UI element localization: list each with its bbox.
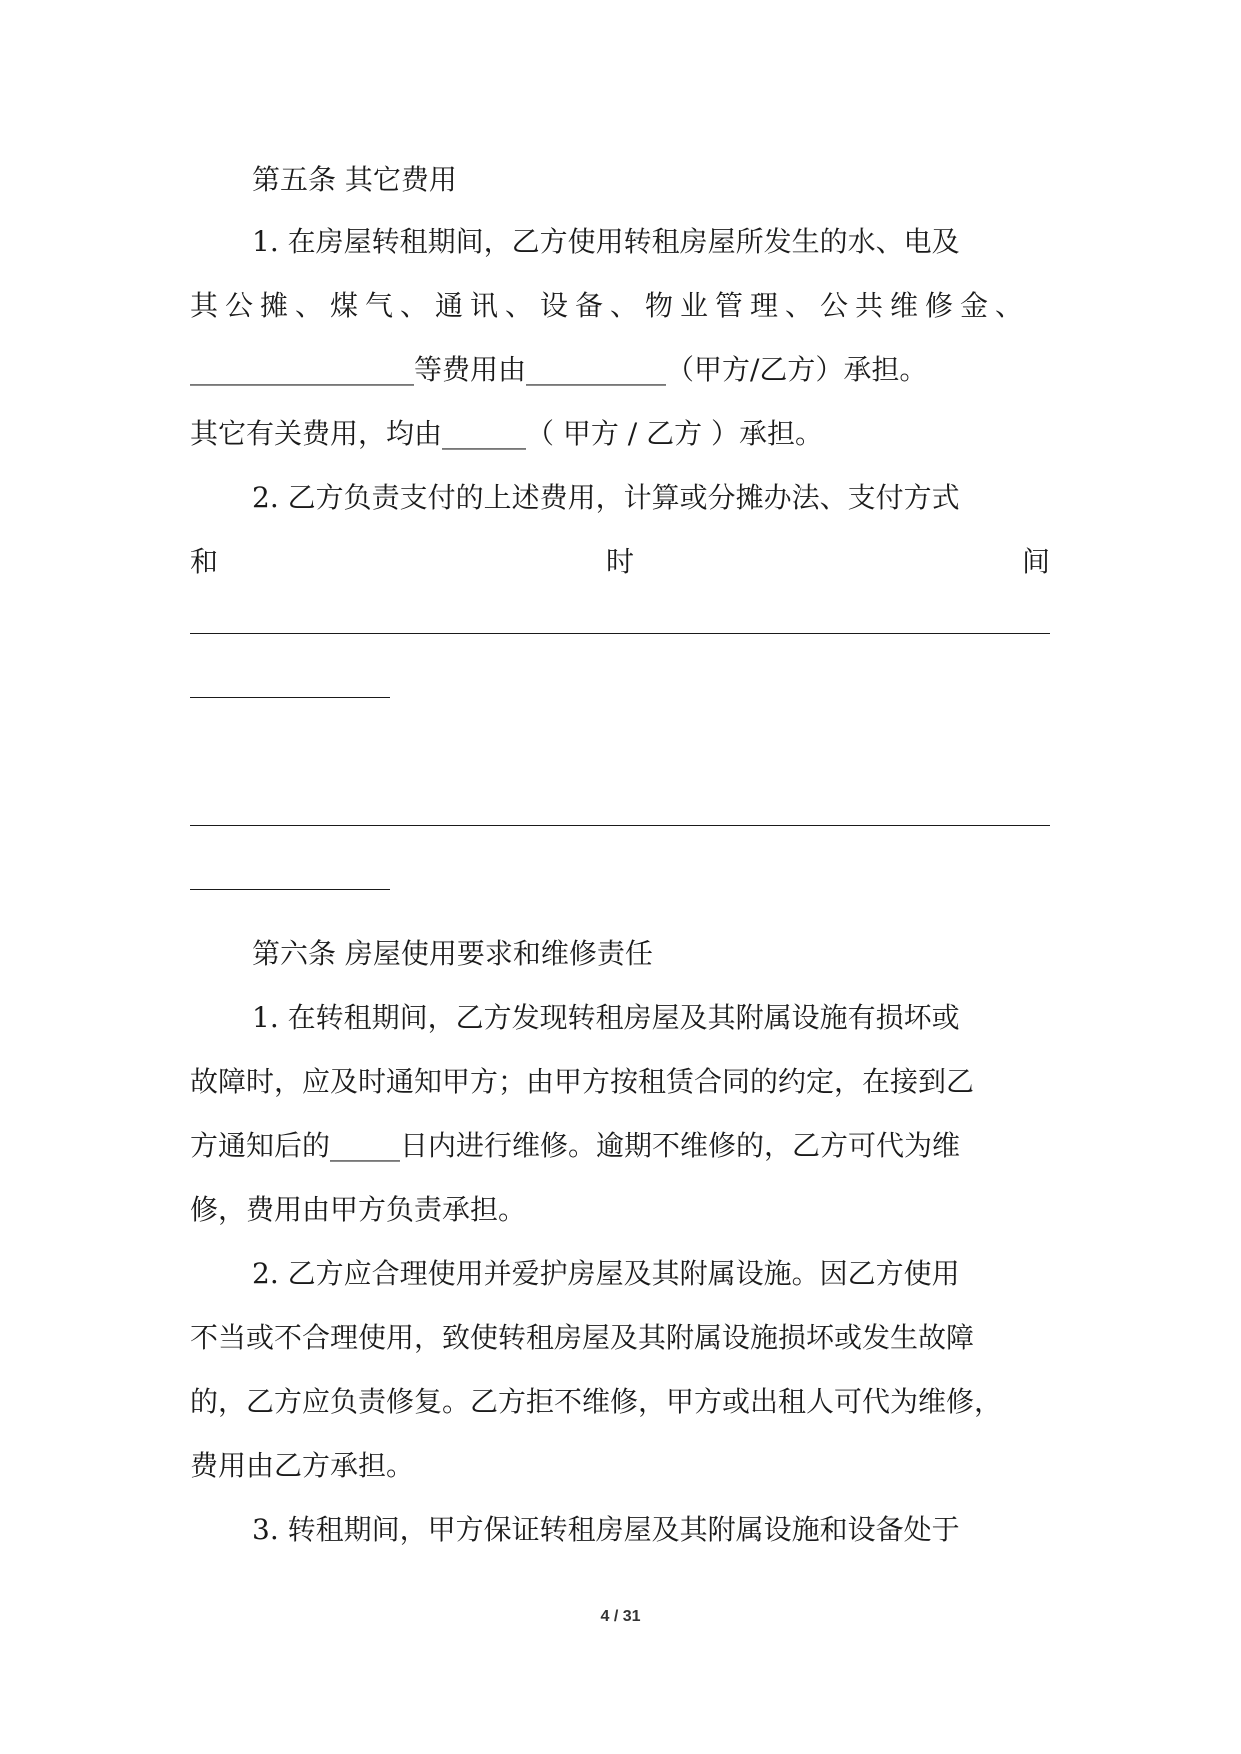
article6-heading: 第六条 房屋使用要求和维修责任 [252,937,653,970]
article5-heading: 第五条 其它费用 [252,163,457,196]
blank-rule-1 [190,633,1050,634]
article5-paragraph1-line2: 其公摊、煤气、通讯、设备、物业管理、公共维修金、 [190,289,1031,322]
article6-paragraph3-line1: 3. 转租期间，甲方保证转租房屋及其附属设施和设备处于 [252,1513,960,1546]
page-number: 4 / 31 [600,1608,641,1625]
article6-paragraph2-line3: 的，乙方应负责修复。乙方拒不维修，甲方或出租人可代为维修， [190,1385,1003,1418]
article6-paragraph1-line3: 方通知后的_____日内进行维修。逾期不维修的，乙方可代为维 [190,1129,961,1162]
article6-paragraph1-line1: 1. 在转租期间，乙方发现转租房屋及其附属设施有损坏或 [252,1001,960,1034]
article5-paragraph2-line1: 2. 乙方负责支付的上述费用，计算或分摊办法、支付方式 [252,481,960,514]
word-shi: 时 [605,545,634,578]
article6-paragraph1-line2: 故障时，应及时通知甲方；由甲方按租赁合同的约定，在接到乙 [190,1065,975,1098]
article6-paragraph2-line2: 不当或不合理使用，致使转租房屋及其附属设施损坏或发生故障 [190,1321,975,1354]
word-jian: 间 [1021,545,1050,578]
article6-paragraph2-line4: 费用由乙方承担。 [190,1449,415,1482]
word-he: 和 [190,545,219,578]
blank-rule-4 [190,889,390,890]
article5-paragraph2-line2 [190,542,1050,582]
article6-paragraph2-line1: 2. 乙方应合理使用并爱护房屋及其附属设施。因乙方使用 [252,1257,960,1290]
blank-rule-3 [190,825,1050,826]
article5-paragraph1-line1: 1. 在房屋转租期间，乙方使用转租房屋所发生的水、电及 [252,225,960,258]
article5-paragraph1-line3: ________________等费用由__________（甲方/乙方）承担。 [190,353,928,386]
article6-paragraph1-line4: 修，费用由甲方负责承担。 [190,1193,527,1226]
blank-rule-2 [190,697,390,698]
article5-paragraph1-line4: 其它有关费用，均由______（ 甲方 / 乙方 ）承担。 [190,417,824,450]
